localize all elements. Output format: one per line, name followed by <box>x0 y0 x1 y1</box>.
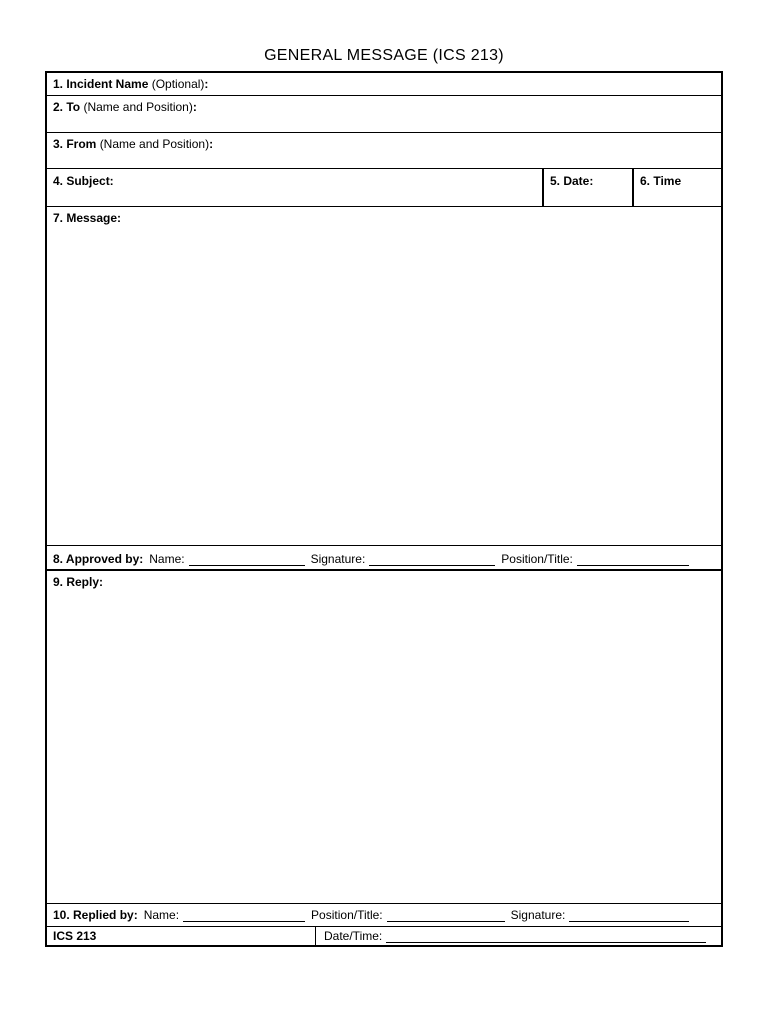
approved-signature-field[interactable] <box>369 553 495 566</box>
to-row[interactable] <box>47 96 721 133</box>
reply-area[interactable] <box>47 571 721 904</box>
date-cell[interactable] <box>544 169 632 205</box>
subject-label: 4. Subject: <box>53 174 114 188</box>
reply-label: 9. Reply: <box>53 575 104 589</box>
time-label: 6. Time <box>640 174 682 188</box>
from-row[interactable] <box>47 133 721 169</box>
approved-position-field[interactable] <box>577 553 689 566</box>
subject-date-time-row <box>47 169 721 207</box>
form-id: ICS 213 <box>53 929 97 943</box>
from-hint: (Name and Position) <box>99 137 210 151</box>
from-label: 3. From <box>53 137 97 151</box>
approved-name-label: Name: <box>149 552 185 566</box>
replied-signature-label: Signature: <box>510 908 566 922</box>
replied-name-field[interactable] <box>183 909 305 922</box>
approved-by-label: 8. Approved by: <box>53 552 144 566</box>
footer-row <box>47 927 721 945</box>
replied-position-label: Position/Title: <box>311 908 383 922</box>
incident-name-label: 1. Incident Name <box>53 77 149 91</box>
time-cell[interactable] <box>634 169 721 205</box>
replied-signature-field[interactable] <box>569 909 689 922</box>
form-id-cell <box>47 927 316 945</box>
incident-name-hint: (Optional) <box>151 77 205 91</box>
incident-name-colon: : <box>204 77 209 91</box>
from-colon: : <box>209 137 214 151</box>
date-label: 5. Date: <box>550 174 594 188</box>
general-message-form <box>45 71 723 947</box>
replied-position-field[interactable] <box>387 909 505 922</box>
form-title: GENERAL MESSAGE (ICS 213) <box>264 47 504 64</box>
to-label: 2. To <box>53 100 81 114</box>
date-time-label: Date/Time: <box>324 929 383 943</box>
approved-by-row <box>47 546 721 571</box>
to-colon: : <box>192 100 197 114</box>
approved-signature-label: Signature: <box>310 552 366 566</box>
replied-by-label: 10. Replied by: <box>53 908 138 922</box>
message-label: 7. Message: <box>53 211 122 225</box>
to-hint: (Name and Position) <box>83 100 193 114</box>
incident-name-row[interactable] <box>47 73 721 96</box>
replied-by-row <box>47 904 721 927</box>
subject-cell[interactable] <box>47 169 542 205</box>
replied-name-label: Name: <box>143 908 180 922</box>
date-time-field[interactable] <box>386 930 706 943</box>
message-area[interactable] <box>47 207 721 546</box>
approved-position-label: Position/Title: <box>501 552 573 566</box>
approved-name-field[interactable] <box>189 553 305 566</box>
